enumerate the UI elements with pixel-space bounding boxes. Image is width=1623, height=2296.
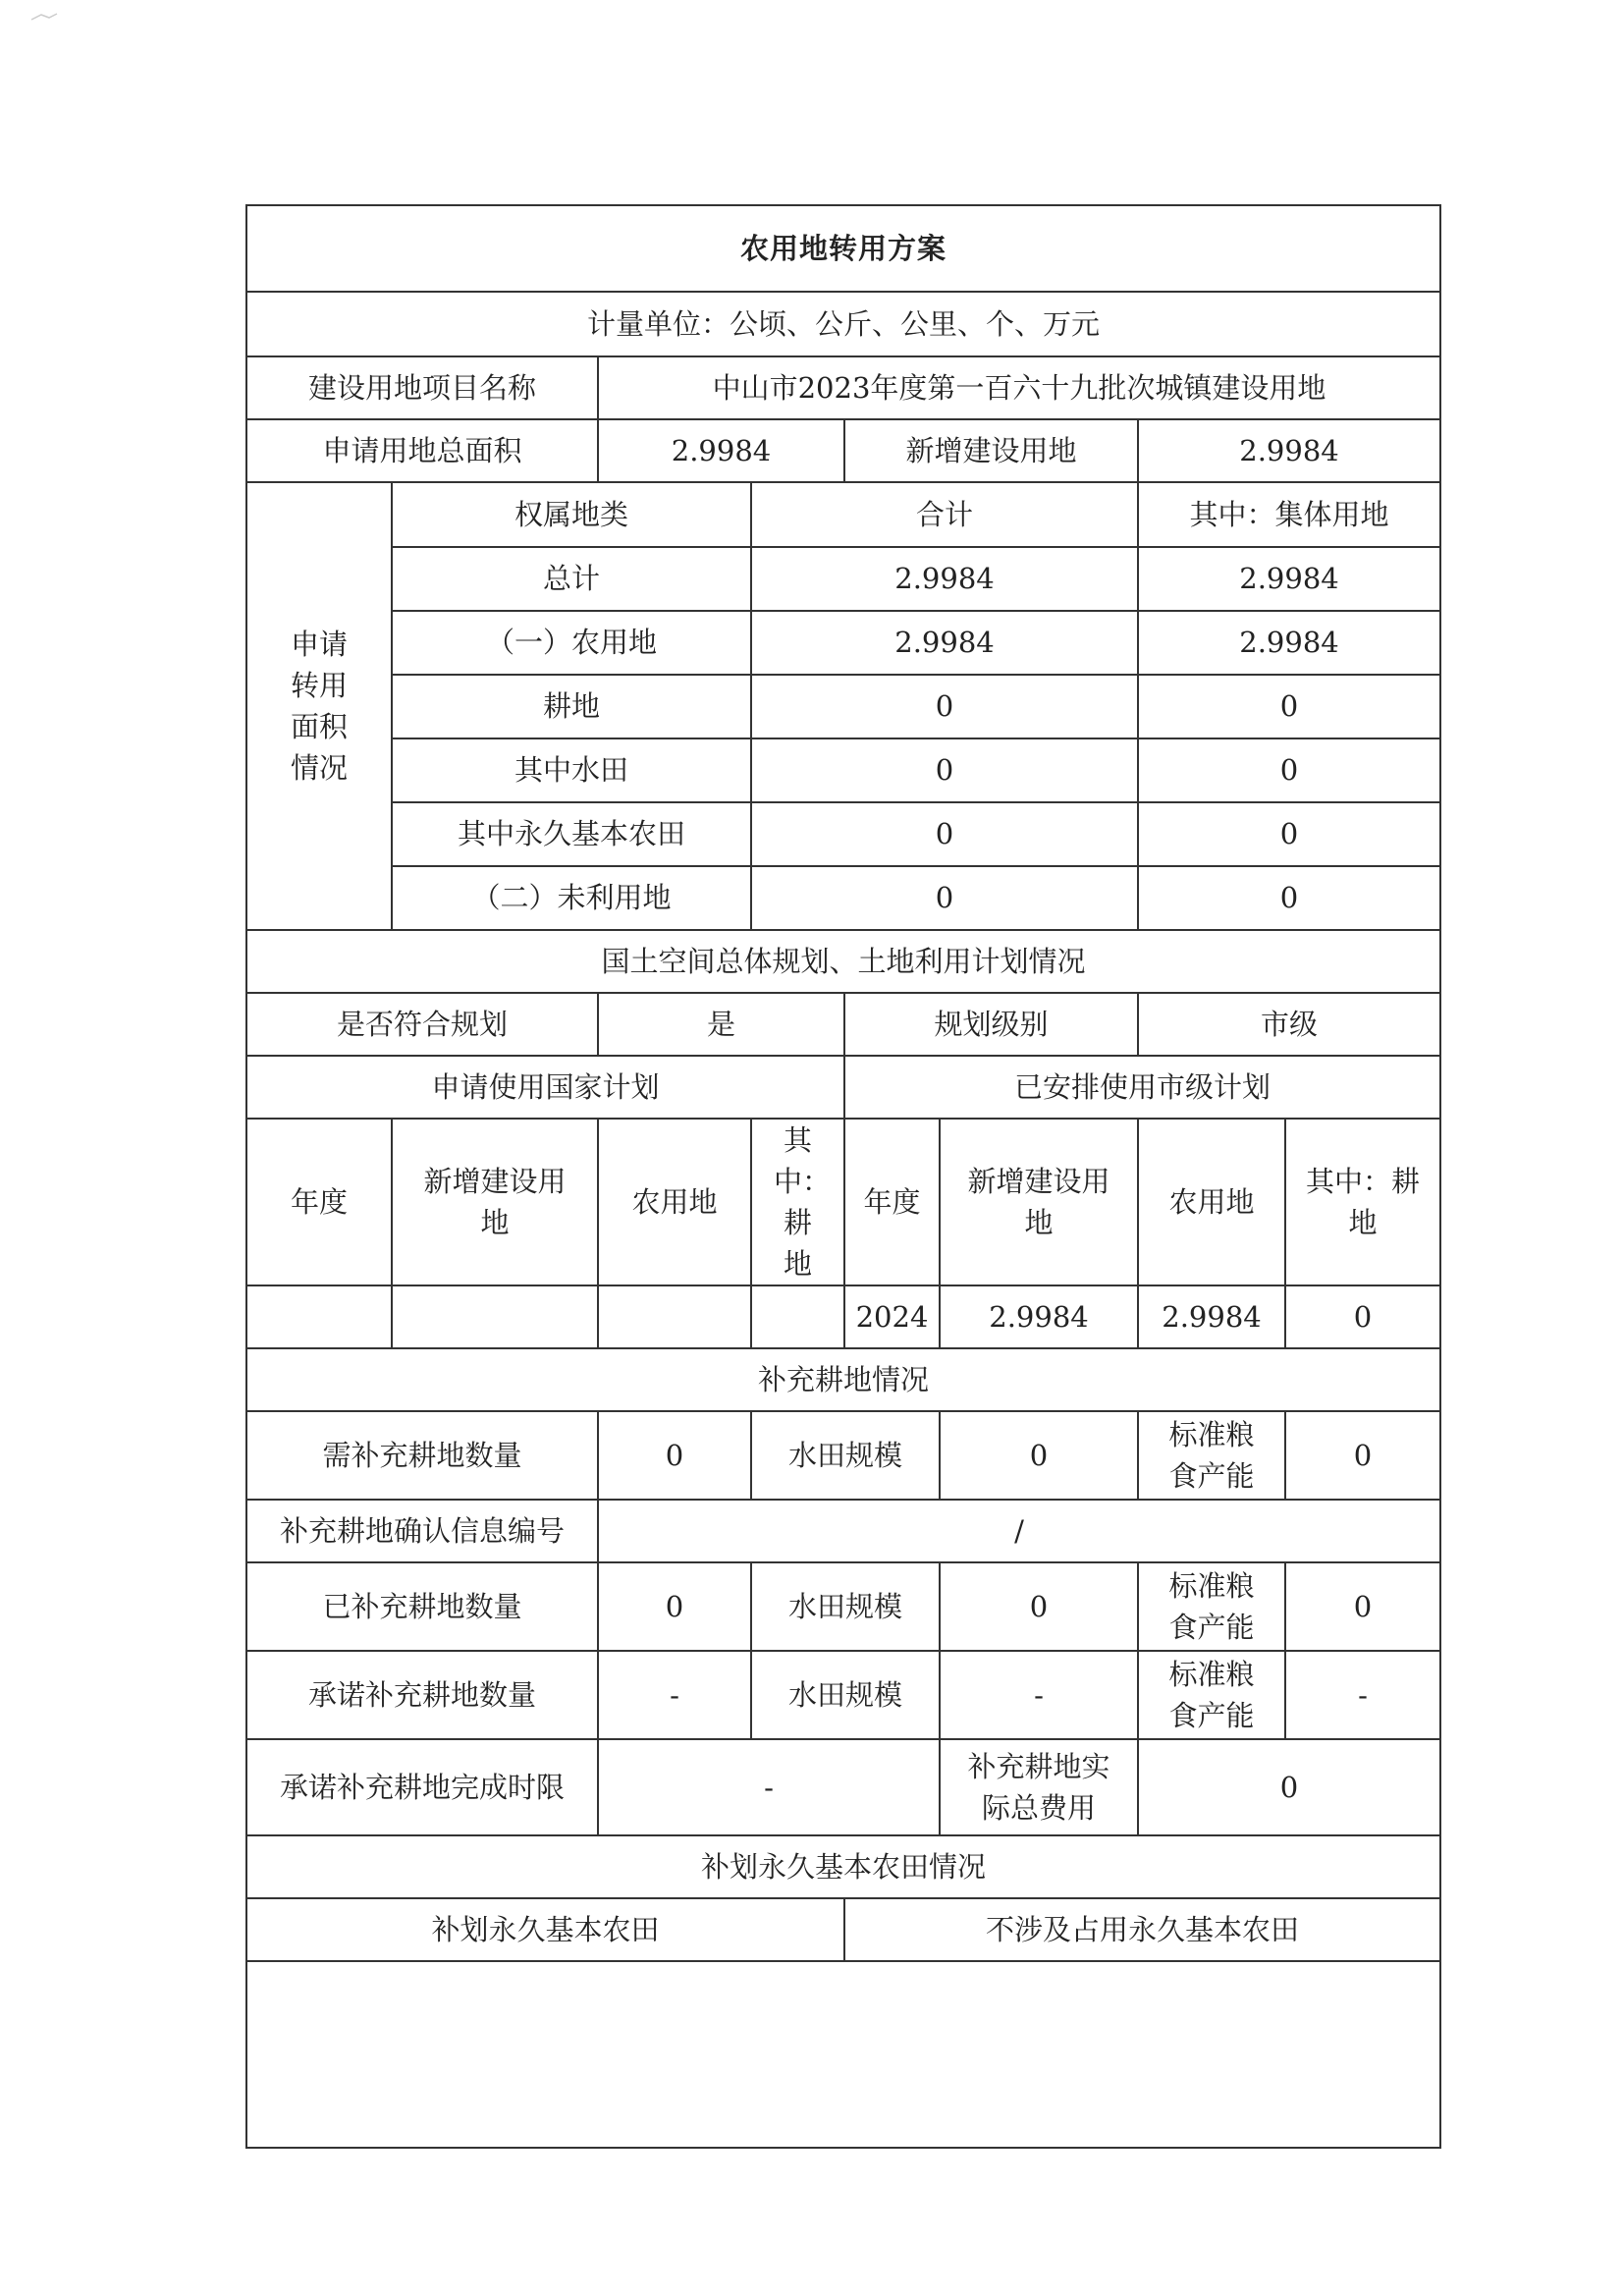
actual-cost-label: 补充耕地实际总费用 <box>940 1739 1138 1835</box>
city-year-value: 2024 <box>844 1285 940 1348</box>
farmland-label: 补划永久基本农田 <box>246 1898 844 1961</box>
header-collective: 其中：集体用地 <box>1138 482 1440 547</box>
row-total: 0 <box>751 866 1138 930</box>
city-plan-label: 已安排使用市级计划 <box>844 1056 1440 1119</box>
paddy-label: 水田规模 <box>751 1651 940 1739</box>
unit-note: 计量单位：公顷、公斤、公里、个、万元 <box>246 292 1440 356</box>
national-arable-value <box>751 1285 844 1348</box>
grain-capacity-label: 标准粮食产能 <box>1138 1562 1285 1651</box>
done-supplement-value: 0 <box>598 1562 751 1651</box>
row-collective: 0 <box>1138 675 1440 738</box>
city-header-new: 新增建设用地 <box>940 1119 1138 1285</box>
actual-cost-value: 0 <box>1138 1739 1440 1835</box>
project-name-value: 中山市2023年度第一百六十九批次城镇建设用地 <box>598 356 1440 419</box>
national-header-year: 年度 <box>246 1119 392 1285</box>
plan-level-label: 规划级别 <box>844 993 1138 1056</box>
row-label: 其中永久基本农田 <box>392 802 751 866</box>
done-grain-value: 0 <box>1285 1562 1440 1651</box>
header-land-type: 权属地类 <box>392 482 751 547</box>
row-label: 其中水田 <box>392 738 751 802</box>
national-plan-label: 申请使用国家计划 <box>246 1056 844 1119</box>
blank-area <box>246 1961 1440 2148</box>
done-paddy-value: 0 <box>940 1562 1138 1651</box>
city-header-arable: 其中：耕地 <box>1285 1119 1440 1285</box>
need-grain-value: 0 <box>1285 1411 1440 1500</box>
land-conversion-table <box>245 204 1441 2149</box>
row-collective: 0 <box>1138 866 1440 930</box>
farmland-value: 不涉及占用永久基本农田 <box>844 1898 1440 1961</box>
new-construction-value: 2.9984 <box>1138 419 1440 482</box>
conform-value: 是 <box>598 993 844 1056</box>
total-area-value: 2.9984 <box>598 419 844 482</box>
row-total: 0 <box>751 675 1138 738</box>
promise-supplement-label: 承诺补充耕地数量 <box>246 1651 598 1739</box>
row-collective: 0 <box>1138 738 1440 802</box>
national-farm-value <box>598 1285 751 1348</box>
need-paddy-value: 0 <box>940 1411 1138 1500</box>
paddy-label: 水田规模 <box>751 1562 940 1651</box>
row-collective: 0 <box>1138 802 1440 866</box>
row-label: 耕地 <box>392 675 751 738</box>
row-collective: 2.9984 <box>1138 547 1440 611</box>
row-collective: 2.9984 <box>1138 611 1440 675</box>
document <box>245 204 1439 2149</box>
planning-section-title: 国土空间总体规划、土地利用计划情况 <box>246 930 1440 993</box>
confirm-number-value: / <box>598 1500 1440 1562</box>
row-total: 0 <box>751 738 1138 802</box>
header-total: 合计 <box>751 482 1138 547</box>
need-supplement-label: 需补充耕地数量 <box>246 1411 598 1500</box>
row-total: 2.9984 <box>751 547 1138 611</box>
paddy-label: 水田规模 <box>751 1411 940 1500</box>
row-label: 总计 <box>392 547 751 611</box>
row-total: 2.9984 <box>751 611 1138 675</box>
confirm-number-label: 补充耕地确认信息编号 <box>246 1500 598 1562</box>
supplement-section-title: 补充耕地情况 <box>246 1348 1440 1411</box>
city-new-value: 2.9984 <box>940 1285 1138 1348</box>
plan-level-value: 市级 <box>1138 993 1440 1056</box>
deadline-value: - <box>598 1739 940 1835</box>
row-label: （二）未利用地 <box>392 866 751 930</box>
national-new-value <box>392 1285 598 1348</box>
grain-capacity-label: 标准粮食产能 <box>1138 1411 1285 1500</box>
farmland-section-title: 补划永久基本农田情况 <box>246 1835 1440 1898</box>
conform-label: 是否符合规划 <box>246 993 598 1056</box>
grain-capacity-label: 标准粮食产能 <box>1138 1651 1285 1739</box>
city-header-year: 年度 <box>844 1119 940 1285</box>
form-title: 农用地转用方案 <box>246 205 1440 292</box>
city-farm-value: 2.9984 <box>1138 1285 1285 1348</box>
national-header-new: 新增建设用地 <box>392 1119 598 1285</box>
national-header-farm: 农用地 <box>598 1119 751 1285</box>
row-label: （一）农用地 <box>392 611 751 675</box>
done-supplement-label: 已补充耕地数量 <box>246 1562 598 1651</box>
promise-grain-value: - <box>1285 1651 1440 1739</box>
city-arable-value: 0 <box>1285 1285 1440 1348</box>
national-year-value <box>246 1285 392 1348</box>
city-header-farm: 农用地 <box>1138 1119 1285 1285</box>
promise-paddy-value: - <box>940 1651 1138 1739</box>
conversion-side-label: 申请转用面积情况 <box>246 482 392 930</box>
promise-supplement-value: - <box>598 1651 751 1739</box>
row-total: 0 <box>751 802 1138 866</box>
project-name-label: 建设用地项目名称 <box>246 356 598 419</box>
total-area-label: 申请用地总面积 <box>246 419 598 482</box>
national-header-arable: 其中：耕地 <box>751 1119 844 1285</box>
new-construction-label: 新增建设用地 <box>844 419 1138 482</box>
need-supplement-value: 0 <box>598 1411 751 1500</box>
scan-mark <box>29 12 59 22</box>
deadline-label: 承诺补充耕地完成时限 <box>246 1739 598 1835</box>
